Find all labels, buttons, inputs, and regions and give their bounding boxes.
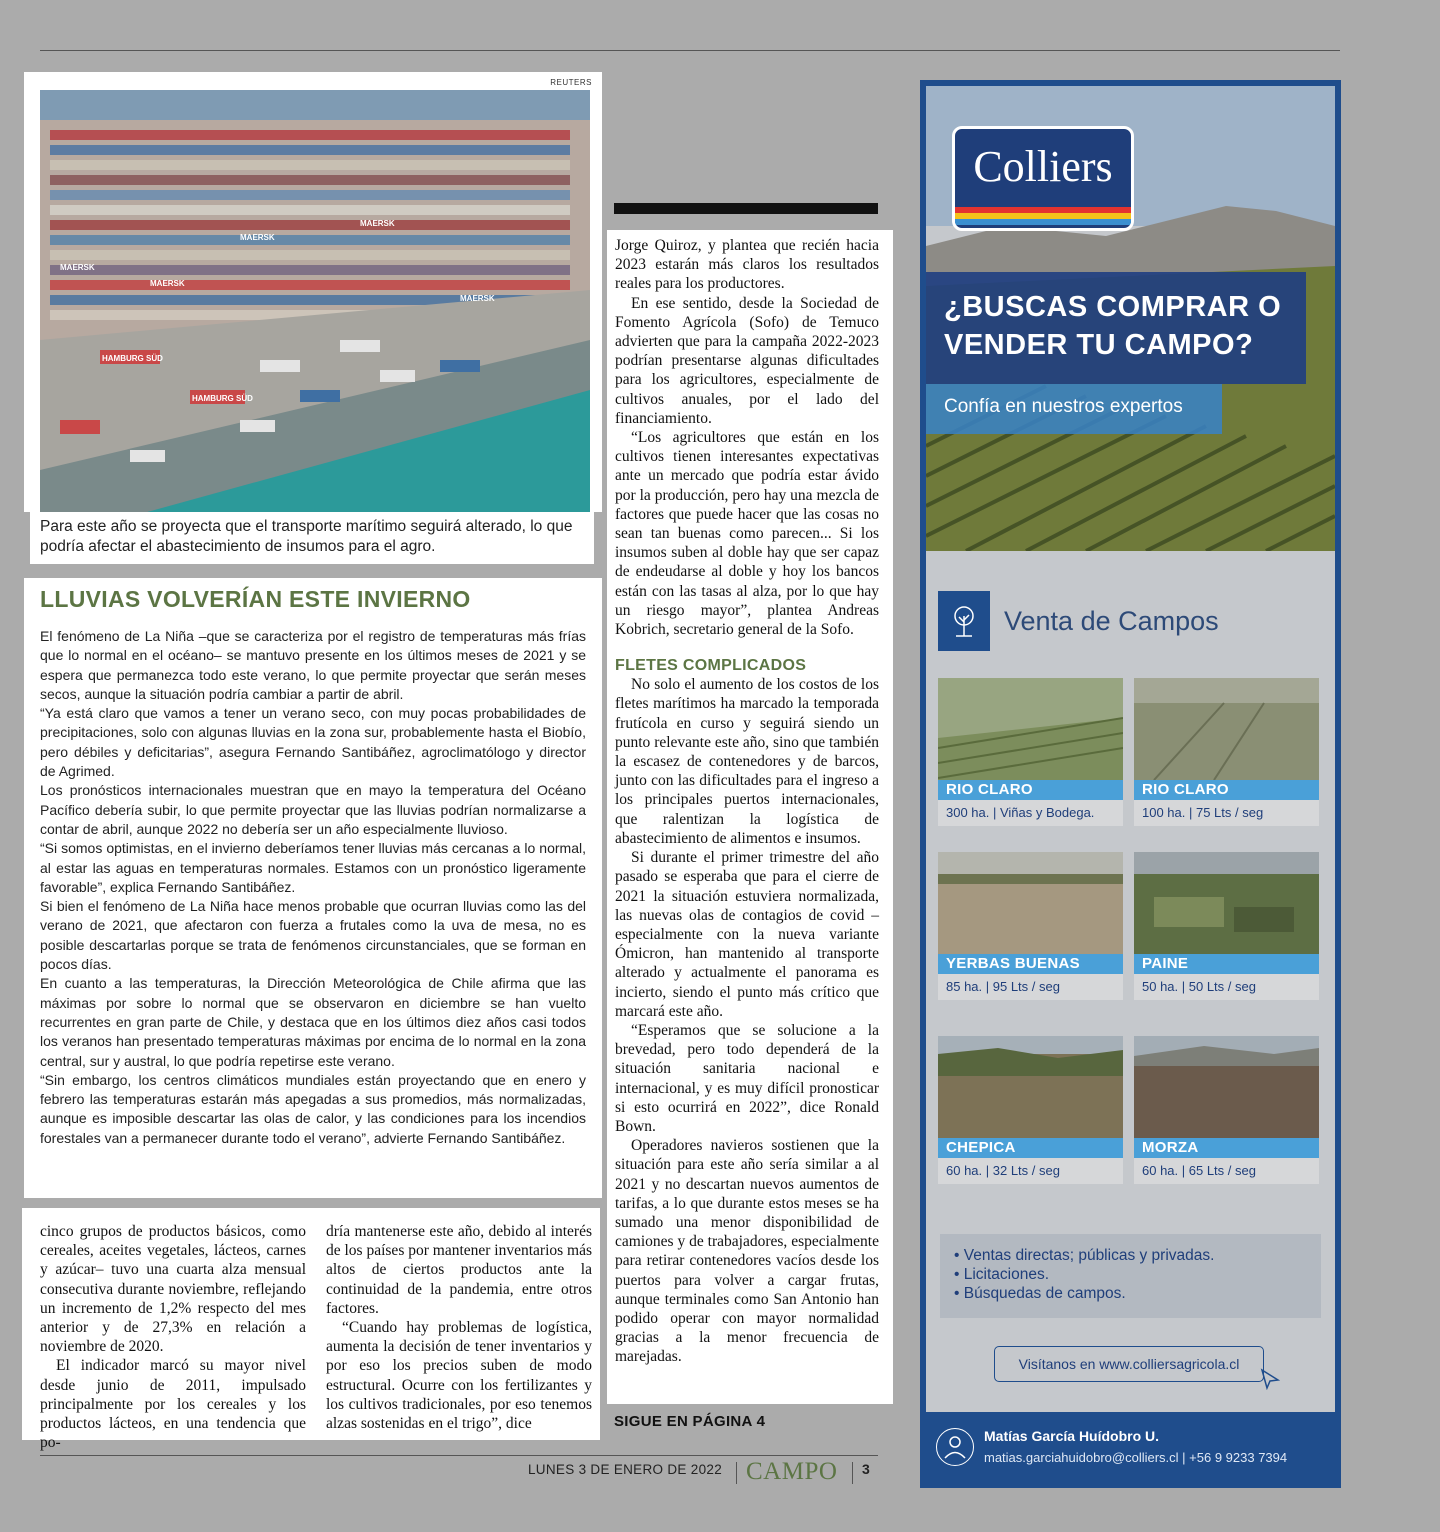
body-paragraph: El indicador marcó su mayor nivel desde junio de 2011, impulsado principalmente por los cereales y los productos lácteos, en una tendencia que po- xyxy=(40,1357,306,1452)
farm-listing[interactable] xyxy=(1134,1036,1319,1184)
footer-separator xyxy=(852,1462,853,1484)
farm-detail: 100 ha. | 75 Lts / seg xyxy=(1134,800,1319,826)
farm-photo xyxy=(1134,678,1319,780)
tree-icon xyxy=(938,591,990,651)
farm-detail: 300 ha. | Viñas y Bodega. xyxy=(938,800,1123,826)
section-title: Venta de Campos xyxy=(1004,606,1219,636)
container-label: MAERSK xyxy=(60,263,95,272)
farm-name: RIO CLARO xyxy=(1134,780,1319,800)
body-paragraph: No solo el aumento de los costos de los fletes marítimos ha marcado la temporada frutícola en curso y seguirá siendo un punto relevante este año, sino que también la escasez de contenedores y de barcos, junto con las dificultades para el ingreso a los principales puertos internacionales, que ralentizan la logística de abastecimiento de alimentos e insumos. xyxy=(615,676,879,847)
container-label: HAMBURG SÜD xyxy=(192,394,253,403)
lower-column-1 xyxy=(40,1222,306,1452)
article-paragraph: “Ya está claro que vamos a tener un verano seco, con muy pocas probabilidades de precipitaciones, solo con algunas lluvias en la zona sur, probablemente hasta el Biobío, pero débiles y deficitarias”, asegura Fernando Santibáñez, agroclimatólogo y director de Agrimed. xyxy=(40,705,586,780)
farm-listing[interactable] xyxy=(938,1036,1123,1184)
colliers-logo xyxy=(952,126,1134,231)
sidebar-article xyxy=(24,578,602,1198)
section-brand: CAMPO xyxy=(746,1458,838,1485)
body-paragraph: En ese sentido, desde la Sociedad de Fomento Agrícola (Sofo) de Temuco advierten que para la campaña 2022-2023 podrían presentarse algunas dificultades para los agricultores, especialmente de cultivos anuales, por el lado del financiamiento. xyxy=(615,294,879,427)
person-icon xyxy=(936,1428,974,1466)
body-paragraph: dría mantenerse este año, debido al interés de los países por mantener inventarios más altos de ciertos productos ante la continuidad de la pandemia, entre otros factores. xyxy=(326,1223,593,1317)
farm-photo xyxy=(938,678,1123,780)
body-paragraph: “Cuando hay problemas de logística, aumenta la decisión de tener inventarios y por eso los precios suben de modo estructural. Ocurre con los fertilizantes y los cultivos tradicionales, por eso tenemos alzas sostenidas en el trigo”, dice xyxy=(326,1319,592,1433)
farm-name: YERBAS BUENAS xyxy=(938,954,1123,974)
article-heading: LLUVIAS VOLVERÍAN ESTE INVIERNO xyxy=(40,586,471,612)
farm-detail: 85 ha. | 95 Lts / seg xyxy=(938,974,1123,1000)
service-item: • Licitaciones. xyxy=(954,1266,1050,1283)
container-label: MAERSK xyxy=(150,279,185,288)
farm-name: PAINE xyxy=(1134,954,1319,974)
farm-photo xyxy=(1134,1036,1319,1138)
middle-column xyxy=(607,230,893,1404)
container-label: MAERSK xyxy=(240,233,275,242)
farm-photo xyxy=(938,852,1123,954)
container-label: MAERSK xyxy=(460,294,495,303)
contact-bar xyxy=(926,1412,1335,1482)
farm-detail: 60 ha. | 65 Lts / seg xyxy=(1134,1158,1319,1184)
top-rule xyxy=(40,50,1340,51)
body-paragraph: “Esperamos que se solucione a la brevedad, pero todo dependerá de la situación sanitaria nacional e internacional, y es muy difícil pronosticar si esto ocurrirá en 2022”, dice Ronald Bown. xyxy=(615,1021,879,1135)
body-paragraph: Jorge Quiroz, y plantea que recién hacia 2023 estarán más claros los resultados reales para los productores. xyxy=(615,237,879,293)
colliers-advertisement[interactable] xyxy=(920,80,1341,1488)
column-rule xyxy=(614,203,878,214)
farm-listing[interactable] xyxy=(1134,852,1319,1000)
port-photo xyxy=(40,90,590,514)
container-label: HAMBURG SÜD xyxy=(102,354,163,363)
continue-note: SIGUE EN PÁGINA 4 xyxy=(614,1413,766,1430)
ad-subheadline: Confía en nuestros expertos xyxy=(926,384,1222,434)
farm-photo xyxy=(1134,852,1319,954)
farm-name: MORZA xyxy=(1134,1138,1319,1158)
farm-listing[interactable] xyxy=(938,852,1123,1000)
article-paragraph: Los pronósticos internacionales muestran que en mayo la temperatura del Océano Pacífico debería subir, lo que permite proyectar que las lluvias podrían normalizarse a contar de abril, aunque 2022 no debería ser un año especialmente lluvioso. xyxy=(40,782,586,837)
service-item: • Ventas directas; públicas y privadas. xyxy=(954,1247,1215,1264)
body-paragraph: cinco grupos de productos básicos, como cereales, aceites vegetales, lácteos, carnes y azúcar– tuvo una cuarta alza mensual consecutiva durante noviembre, reflejando un incremento de 1,2% respecto del mes anterior y de 27,3% en relación a noviembre de 2020. xyxy=(40,1223,306,1356)
section-heading: FLETES COMPLICADOS xyxy=(615,657,807,675)
article-paragraph: “Si somos optimistas, en el invierno deberíamos tener lluvias más cercanas a lo normal, al estar las aguas en temperaturas normales. Estamos con un pronóstico ligeramente favorable”, explica Fernando Santibáñez. xyxy=(40,840,586,895)
article-paragraph: El fenómeno de La Niña –que se caracteriza por el registro de temperaturas más frías que lo normal en el océano– se mantuvo presente en los últimos meses de 2021 y se espera que permanezca todo este verano, lo que permite proyectar que serán meses secos, aunque la situación podría cambiar a partir de abril. xyxy=(40,628,586,702)
ad-headline: ¿BUSCAS COMPRAR O VENDER TU CAMPO? xyxy=(926,272,1306,384)
services-list xyxy=(940,1234,1321,1318)
container-port-illustration xyxy=(40,90,590,514)
footer-date: LUNES 3 DE ENERO DE 2022 xyxy=(528,1462,723,1477)
photo-credit: REUTERS xyxy=(550,78,592,87)
farm-photo xyxy=(938,1036,1123,1138)
footer-separator xyxy=(736,1462,737,1484)
logo-stripe-blue xyxy=(955,219,1131,225)
article-paragraph: En cuanto a las temperaturas, la Dirección Meteorológica de Chile afirma que las máximas por sobre lo normal que se observaron en diciembre se han vuelto recurrentes en gran parte de Chile, y destaca que en los últimos diez años casi todos los veranos han presentado temperaturas máximas por encima de lo normal en la zona central, sur y austral, lo que podría repetirse este verano. xyxy=(40,975,586,1069)
cursor-icon xyxy=(1258,1368,1280,1395)
service-item: • Búsquedas de campos. xyxy=(954,1285,1126,1302)
footer-rule xyxy=(40,1455,878,1456)
lower-columns xyxy=(22,1208,600,1452)
farm-name: CHEPICA xyxy=(938,1138,1123,1158)
logo-wordmark: Colliers xyxy=(973,142,1113,191)
body-paragraph: Operadores navieros sostienen que la situación para este año sería similar a al 2021 y no descartan nuevos aumentos de tarifas, a lo que durante estos meses se ha sumado una menor disponibilidad de camiones y de trabajadores, especialmente para retirar contenedores vacíos desde los puertos para volver a cargar frutas, aunque terminales como San Antonio han podido operar con mayor normalidad gracias a la menor frecuencia de marejadas. xyxy=(615,1137,879,1366)
photo-caption: Para este año se proyecta que el transporte marítimo seguirá alterado, lo que podría afectar el abastecimiento de insumos para el agro. xyxy=(30,512,594,564)
ad-panel xyxy=(926,86,1335,1482)
farm-listing[interactable] xyxy=(1134,678,1319,826)
container-label: MAERSK xyxy=(360,219,395,228)
lower-column-2 xyxy=(326,1222,592,1433)
farm-detail: 60 ha. | 32 Lts / seg xyxy=(938,1158,1123,1184)
article-paragraph: “Sin embargo, los centros climáticos mundiales están proyectando que en enero y febrero las temperaturas estarán más apegadas a sus promedios, más normalizadas, aunque es imposible descartar las olas de calor, y las condiciones para los incendios forestales van a permanecer durante todo el verano”, advierte Fernando Santibáñez. xyxy=(40,1071,586,1146)
contact-name: Matías García Huídobro U. xyxy=(984,1428,1160,1444)
article-paragraph: Si bien el fenómeno de La Niña hace menos probable que ocurran lluvias como las del verano de 2021, que afectaron con fuerza a frutales como la uva de mesa, no es posible descartarlas porque se trata de fenómenos circunstanciales, que se forman en pocos días. xyxy=(40,898,586,973)
page-number: 3 xyxy=(862,1461,870,1477)
body-paragraph: Si durante el primer trimestre del año pasado se esperaba que para el cierre de 2021 la situación estuviera normalizada, las nuevas olas de contagios de covid –especialmente con la nueva variante Ómicron, han mantenido al transporte alterado y actualmente el panorama es incierto, siendo el punto más crítico que marcará este año. xyxy=(615,849,879,1020)
contact-info[interactable]: matias.garciahuidobro@colliers.cl | +56 9 9233 7394 xyxy=(984,1450,1288,1465)
farm-listing[interactable] xyxy=(938,678,1123,826)
body-paragraph: “Los agricultores que están en los cultivos tienen interesantes expectativas ante un mercado que podría estar ávido por la producción, pero hay una mezcla de factores que puede hacer que las cosas no sean tan buenas como parecen... Si los insumos suben al doble hay que ser capaz de endeudarse al doble y hoy los bancos están con las tasas al alza, por lo que hay un riesgo mayor”, plantea Andreas Kobrich, secretario general de la Sofo. xyxy=(615,429,879,639)
farm-detail: 50 ha. | 50 Lts / seg xyxy=(1134,974,1319,1000)
website-button[interactable]: Visítanos en www.colliersagricola.cl xyxy=(994,1346,1264,1382)
farm-name: RIO CLARO xyxy=(938,780,1123,800)
